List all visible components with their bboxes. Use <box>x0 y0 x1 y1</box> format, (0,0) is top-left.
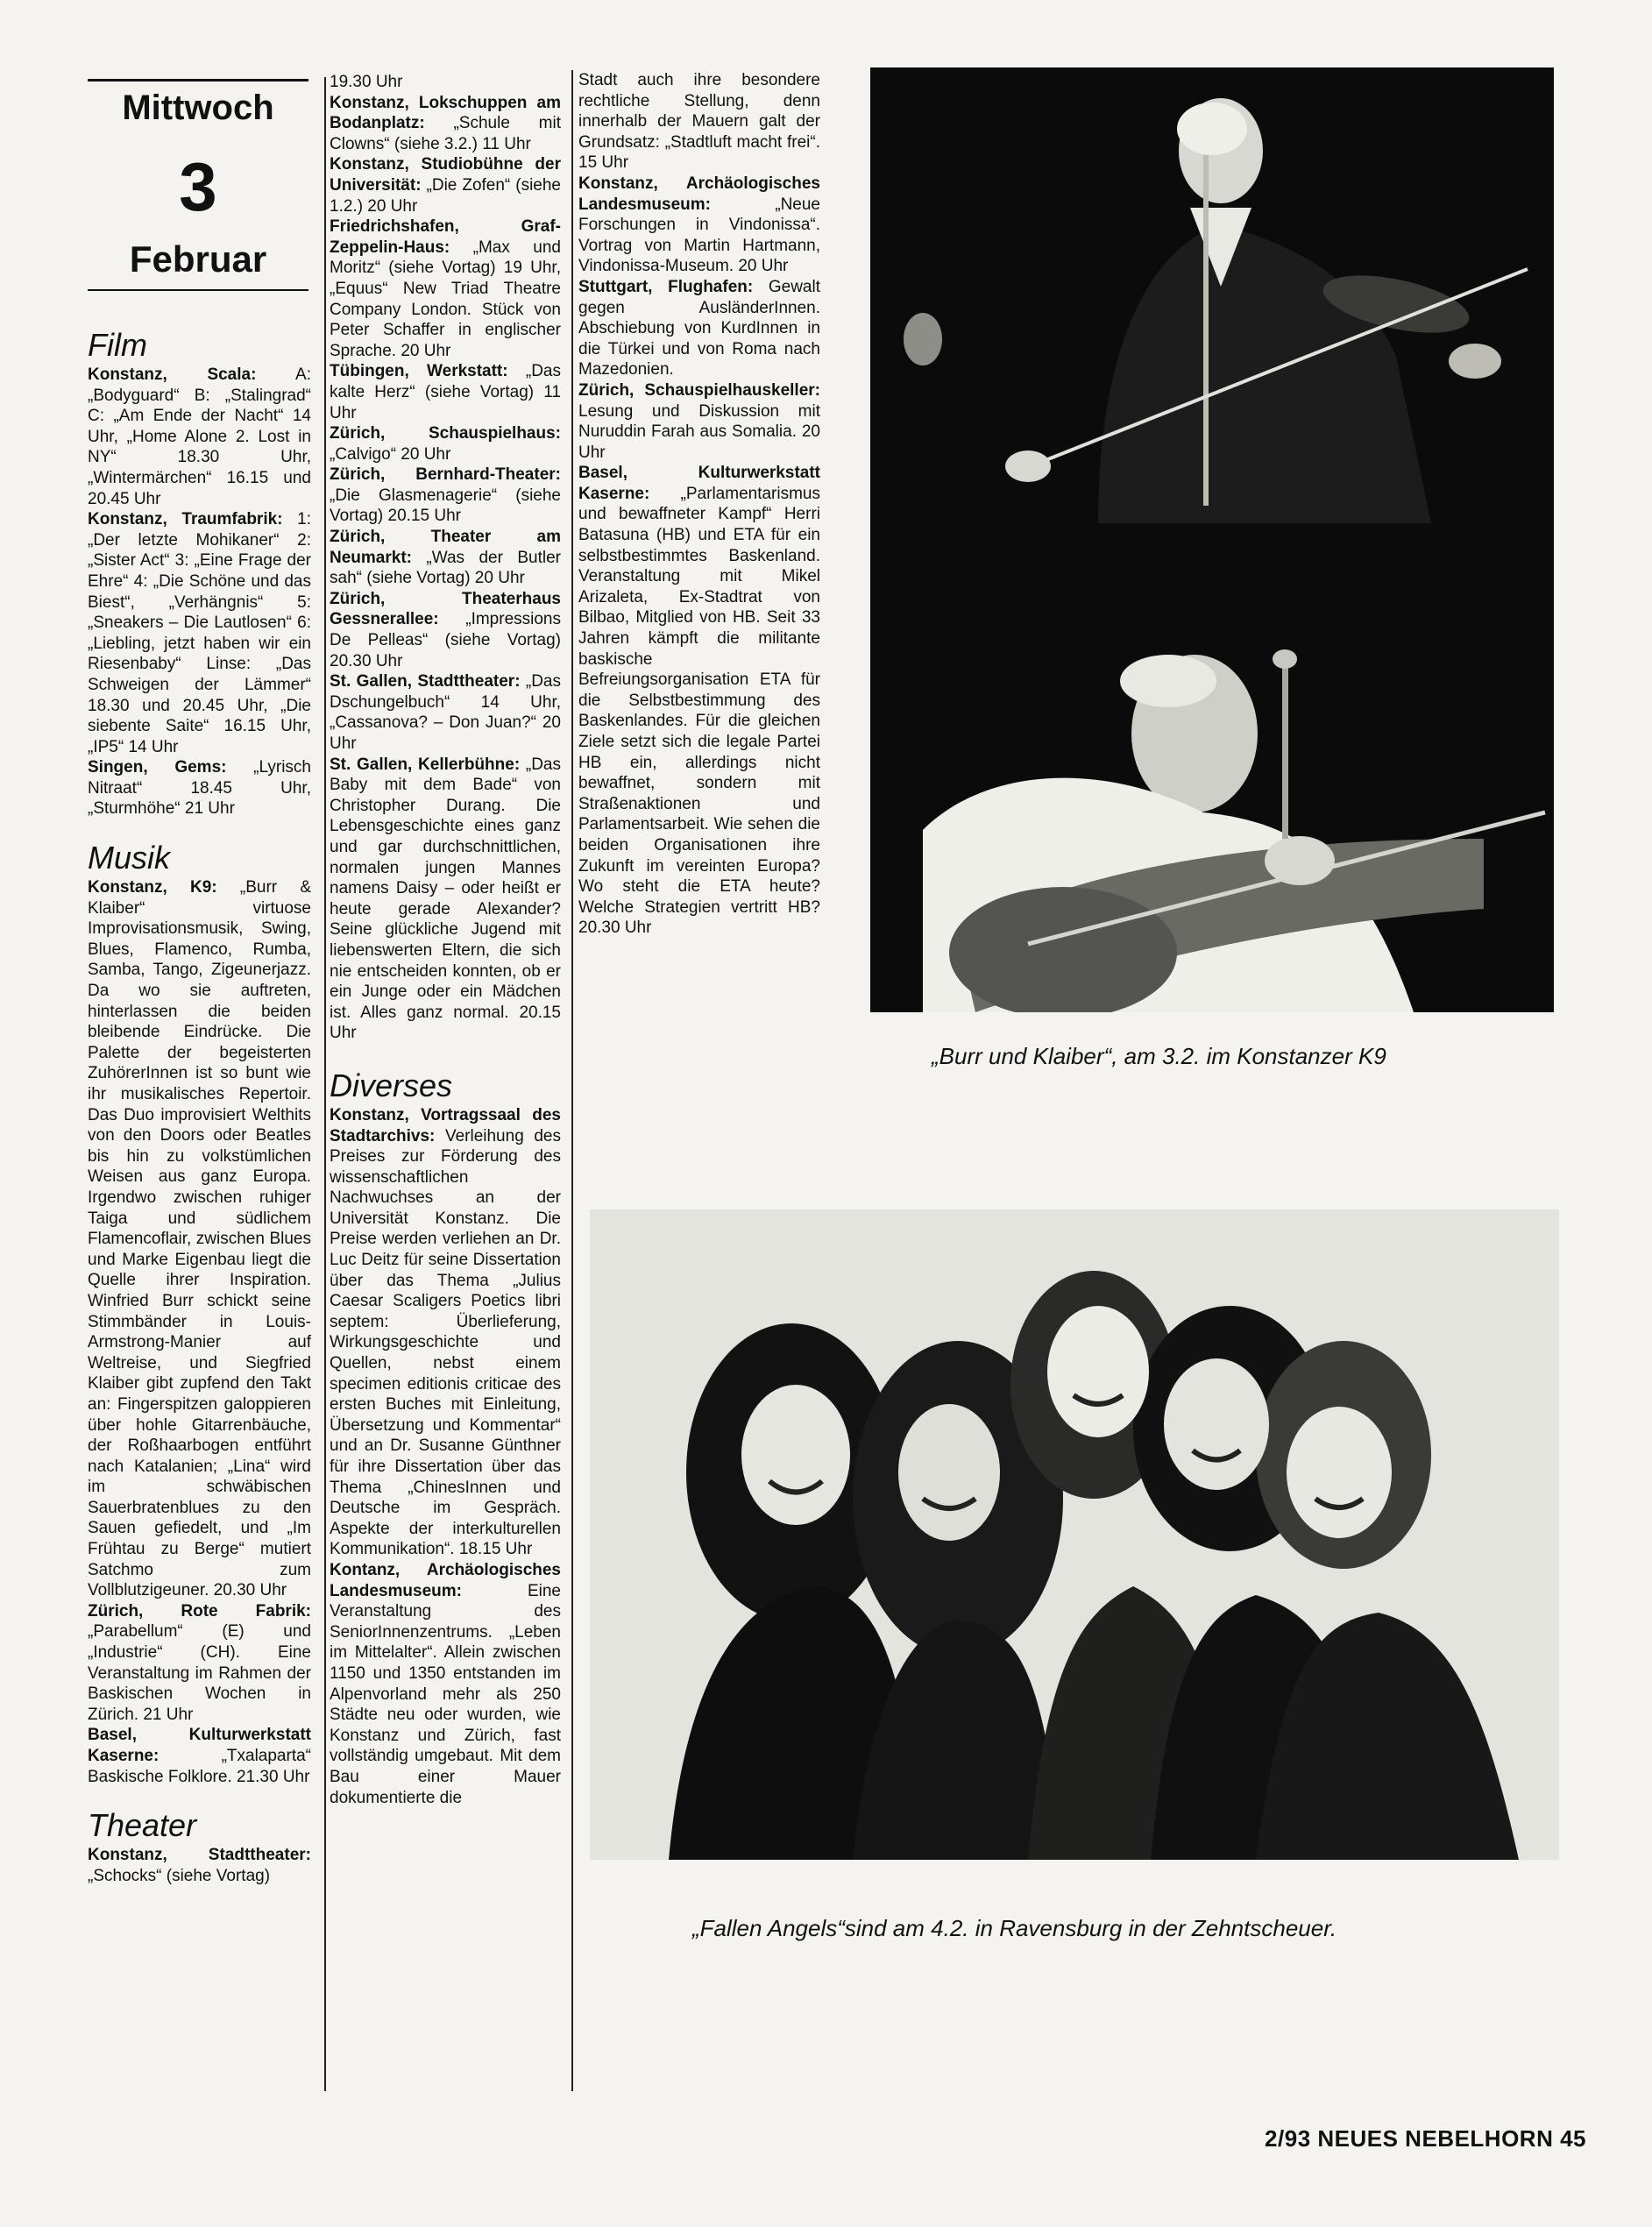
listing-entry <box>330 1105 561 1560</box>
listing-entry <box>88 1601 311 1726</box>
listing-entry <box>330 361 561 423</box>
listing-text: „Calvigo“ 20 Uhr <box>330 444 451 464</box>
listing-entry <box>330 216 561 361</box>
venue: Konstanz, Vortragssaal des Stadtarchivs: <box>330 1105 561 1145</box>
listing-entry <box>578 380 820 463</box>
listing-text: Eine Veranstaltung des SeniorInnenzentrums. „Leben im Mittelalter“. Allein zwischen 1150 und 1350 entstanden im Alpenvorland mehr als 250 Städte neu oder wurden, wie Konstanz und Zürich, fast vollständig umgebaut. Mit dem Bau einer Mauer dokumentierte die <box>330 1581 561 1807</box>
listing-text: „Das Baby mit dem Bade“ von Christopher Durang. Die Lebensgeschichte eines ganz und gar durchschnittlichen, normalen jungen Mannes namens Daisy – oder heißt er heute gerade Alexander? Seine glückliche Jugend mit liebenswerten Eltern, die sich nie entscheiden konnten, ob er ein Junge oder ein Mädchen ist. Alles ganz normal. 20.15 Uhr <box>330 755 561 1043</box>
column-rule <box>571 70 573 2091</box>
listing-text: „Die Glasmenagerie“ (siehe Vortag) 20.15 Uhr <box>330 486 561 526</box>
listing-entry <box>330 755 561 1044</box>
photo-caption-fallen-angels: „Fallen Angels“sind am 4.2. in Ravensburg in der Zehntscheuer. <box>692 1915 1337 1941</box>
venue: Stuttgart, Flughafen: <box>578 277 754 296</box>
venue: Zürich, Schauspielhaus: <box>330 424 561 443</box>
photo-fallen-angels <box>590 1209 1559 1860</box>
listing-text: A: „Bodyguard“ B: „Stalingrad“ C: „Am Ende der Nacht“ 14 Uhr, „Home Alone 2. Lost in NY“ 18.30 Uhr, „Wintermärchen“ 16.15 und 20.45 Uhr <box>88 365 311 508</box>
venue: Zürich, Theaterhaus Gessnerallee: <box>330 589 561 629</box>
listing-entry <box>88 877 311 1601</box>
venue: Tübingen, Werkstatt: <box>330 362 508 381</box>
column-3 <box>578 70 820 939</box>
listing-entry <box>330 423 561 465</box>
section-heading-film: Film <box>88 327 147 363</box>
listing-entry <box>88 1725 311 1787</box>
listing-text: „Das Dschungelbuch“ 14 Uhr, „Cassanova? – Don Juan?“ 20 Uhr <box>330 672 561 753</box>
section-heading-diverses: Diverses <box>330 1067 453 1103</box>
listing-entry <box>330 154 561 216</box>
listing-text: „Schocks“ (siehe Vortag) <box>88 1866 271 1885</box>
photo-group-illustration <box>590 1209 1559 1860</box>
listing-entry <box>578 277 820 380</box>
month: Februar <box>129 238 267 280</box>
date-bottom-rule <box>88 289 308 291</box>
venue: Basel, Kulturwerkstatt Kaserne: <box>88 1726 311 1765</box>
venue: Kontanz, Archäologisches Landesmuseum: <box>330 1560 561 1600</box>
listing-entry <box>330 671 561 754</box>
day-number: 3 <box>179 148 217 225</box>
listing-text: „Max und Moritz“ (siehe Vortag) 19 Uhr, „Equus“ New Triad Theatre Company London. Stück von Peter Schaffer in englischer Sprache. 20 Uhr <box>330 238 561 360</box>
venue: Zürich, Rote Fabrik: <box>88 1601 311 1621</box>
venue: Konstanz, Stadttheater: <box>88 1846 311 1865</box>
listing-entry <box>330 93 561 155</box>
column-2 <box>330 72 561 1808</box>
listing-entry <box>330 589 561 671</box>
venue: Zürich, Bernhard-Theater: <box>330 465 561 485</box>
listing-text: Gewalt gegen AusländerInnen. Abschiebung von KurdInnen in die Türkei und von Roma nach Mazedonien. <box>578 277 820 379</box>
venue: Friedrichshafen, Graf-Zeppelin-Haus: <box>330 217 561 257</box>
date-box <box>88 79 308 291</box>
venue: Konstanz, Lokschuppen am Bodanplatz: <box>330 93 561 133</box>
photo-musicians-illustration <box>870 67 1554 1012</box>
listing-text: „Parabellum“ (E) und „Industrie“ (CH). Eine Veranstaltung im Rahmen der Baskischen Wochen in Zürich. 21 Uhr <box>88 1622 311 1724</box>
listing-text: „Neue Forschungen in Vindonissa“. Vortrag von Martin Hartmann, Vindonissa-Museum. 20 Uhr <box>578 195 820 276</box>
listing-text: „Was der Butler sah“ (siehe Vortag) 20 Uhr <box>330 548 561 588</box>
listing-entry <box>88 509 311 757</box>
listing-text: „Burr & Klaiber“ virtuose Improvisationsmusik, Swing, Blues, Flamenco, Rumba, Samba, Tango, Zigeunerjazz. Da wo sie auftreten, hinterlassen die beiden bleibende Eindrücke. Die Palette der begeisterten ZuhörerInnen ist so bunt wie ihr musikalisches Repertoir. Das Duo improvisiert Welthits von den Doors oder Beatles bis hin zu volkstümlichen Weisen aus ganz Europa. Irgendwo zwischen ruhiger Taiga und südlichem Flamencoflair, zwischen Blues und Marke Eigenbau liegt die Quelle ihrer Inspiration. Winfried Burr schickt seine Stimmbänder in Louis-Armstrong-Manier auf Weltreise, und Siegfried Klaiber gibt zupfend den Takt an: Fingerspitzen galoppieren über hohle Gitarrenbäuche, der Roßhaarbogen entführt nach Katalanien; „Lina“ wird im schwäbischen Sauerbratenblues zu den Sauen gefiedelt, und „Im Frühtau zu Berge“ mutiert Satchmo zum Vollblutzigeuner. 20.30 Uhr <box>88 878 311 1600</box>
listing-entry <box>330 465 561 527</box>
venue: Konstanz, K9: <box>88 878 217 897</box>
page-footer: 2/93 NEUES NEBELHORN 45 <box>1265 2125 1586 2152</box>
venue: Singen, Gems: <box>88 758 227 777</box>
listing-text: 19.30 Uhr <box>330 73 403 91</box>
listing-text: Verleihung des Preises zur Förderung des wissenschaftlichen Nachwuchses an der Universität Konstanz. Die Preise werden verliehen an Dr. Luc Deitz für seine Dissertation über das Thema „Julius Caesar Scaligers Poetics libri septem: Überlieferung, Wirkungsgeschichte und Quellen, nebst einem specimen editionis criticae des ersten Buches mit Einleitung, Übersetzung und Kommentar“ und an Dr. Susanne Günthner für ihre Dissertation über das Thema „ChinesInnen und Deutsche im Gespräch. Aspekte der interkulturellen Kommunikation“. 18.15 Uhr <box>330 1126 561 1559</box>
listing-entry <box>578 174 820 277</box>
listing-text: „Schule mit Clowns“ (siehe 3.2.) 11 Uhr <box>330 114 561 153</box>
venue: Zürich, Schauspielhauskeller: <box>578 380 820 400</box>
listing-text: „Impressions De Pelleas“ (siehe Vortag) 20.30 Uhr <box>330 610 561 670</box>
venue: St. Gallen, Stadttheater: <box>330 672 521 692</box>
date-top-rule <box>88 79 308 82</box>
venue: Konstanz, Archäologisches Landesmuseum: <box>578 174 820 214</box>
venue: Konstanz, Scala: <box>88 365 257 384</box>
listing-entry <box>330 527 561 589</box>
listing-text: „Die Zofen“ (siehe 1.2.) 20 Uhr <box>330 175 561 216</box>
listing-text: „Lyrisch Nitraat“ 18.45 Uhr, „Sturmhöhe“ 21 Uhr <box>88 758 311 819</box>
listing-entry <box>88 1845 311 1886</box>
section-heading-musik: Musik <box>88 840 171 876</box>
listing-entry <box>88 365 311 509</box>
venue: Konstanz, Traumfabrik: <box>88 510 283 529</box>
photo-burr-und-klaiber <box>870 67 1554 1012</box>
venue: Zürich, Theater am Neumarkt: <box>330 528 561 567</box>
column-rule <box>324 77 326 2091</box>
listing-text: „Txalaparta“ Baskische Folklore. 21.30 Uhr <box>88 1747 311 1786</box>
listing-entry <box>330 1560 561 1808</box>
column-1 <box>88 328 311 1886</box>
listing-entry <box>578 463 820 939</box>
listing-text: 1: „Der letzte Mohikaner“ 2: „Sister Act“ 3: „Eine Frage der Ehre“ 4: „Die Schöne und das Biest“, „Verhängnis“ 5: „Sneakers – Die Lautlosen“ 6: „Liebling, jetzt haben wir ein Riesenbaby“ Linse: „Das Schweigen der Lämmer“ 18.30 und 20.45 Uhr, „Die siebente Saite“ 16.15 Uhr, „IP5“ 14 Uhr <box>88 510 311 756</box>
venue: Konstanz, Studiobühne der Universität: <box>330 155 561 195</box>
listing-text: „Das kalte Herz“ (siehe Vortag) 11 Uhr <box>330 362 561 422</box>
photo-caption-burr-und-klaiber: „Burr und Klaiber“, am 3.2. im Konstanzer K9 <box>932 1043 1386 1069</box>
listing-text: Stadt auch ihre besondere rechtliche Stellung, denn innerhalb der Mauern galt der Grundsatz: „Stadtluft macht frei“. 15 Uhr <box>578 71 820 173</box>
venue: Basel, Kulturwerkstatt Kaserne: <box>578 464 820 503</box>
weekday: Mittwoch <box>122 89 274 127</box>
section-heading-theater: Theater <box>88 1807 197 1844</box>
listing-text: „Parlamentarismus und bewaffneter Kampf“ Herri Batasuna (HB) und ETA für ein selbstbestimmtes Baskenland. Veranstaltung mit Mikel Arizaleta, Ex-Stadtrat von Bilbao, Mitglied von HB. Seit 33 Jahren kämpft die militante baskische Befreiungsorganisation ETA für die Selbstbestimmung des Baskenlandes. Für die gleichen Ziele setzt sich die legale Partei HB ein, allerdings nicht bewaffnet, sondern mit Straßenaktionen und Parlamentsarbeit. Wie sehen die beiden Organisationen ihre Zukunft im vereinten Europa? Wo steht die ETA heute? Welche Strategien vertritt HB? 20.30 Uhr <box>578 484 820 938</box>
listing-text: Lesung und Diskussion mit Nuruddin Farah aus Somalia. 20 Uhr <box>578 401 820 462</box>
venue: St. Gallen, Kellerbühne: <box>330 755 521 774</box>
listing-entry <box>88 757 311 819</box>
